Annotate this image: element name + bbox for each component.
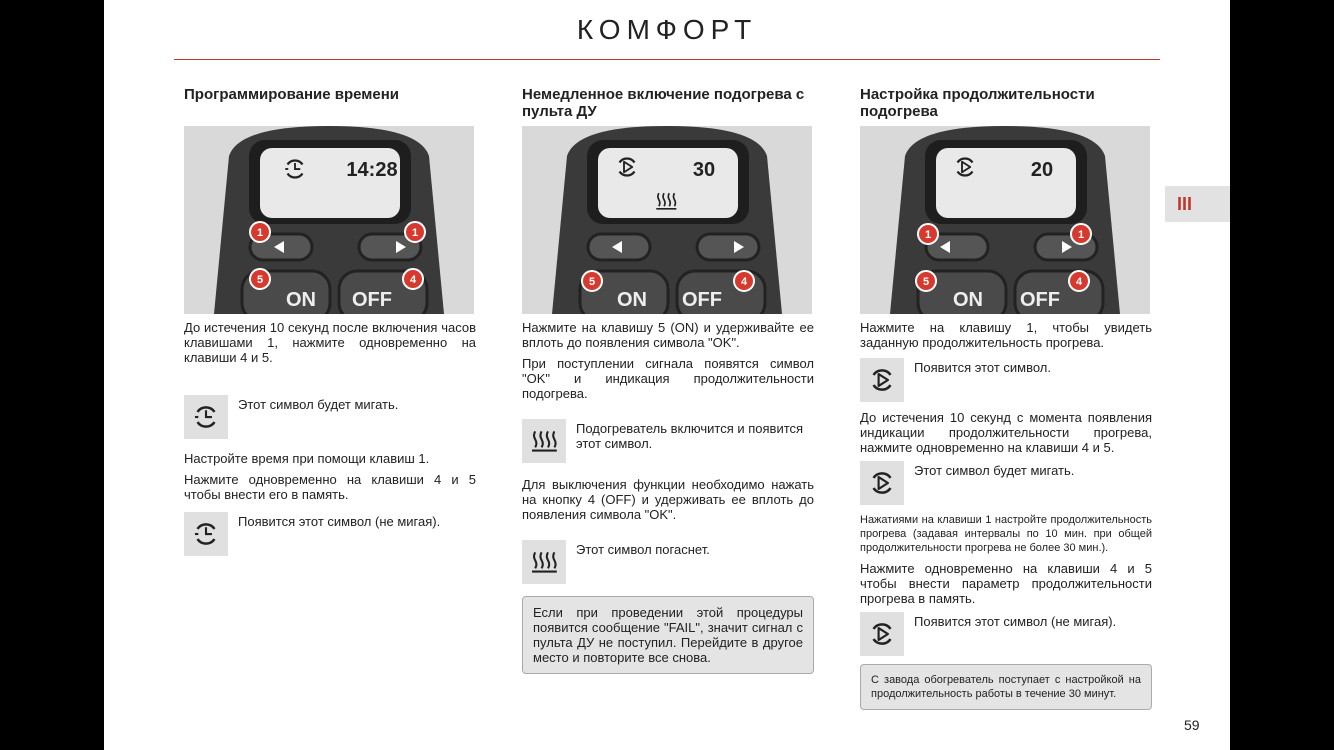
heater-icon	[522, 419, 566, 463]
timer-icon	[860, 612, 904, 656]
paragraph: До истечения 10 секунд с момента появления индикации продолжительности прогрева, нажмите одновременно на клавиши 4 и 5.	[860, 410, 1152, 455]
clock-icon	[184, 395, 228, 439]
section-heading: Программирование времени	[184, 86, 400, 103]
warning-note: Если при проведении этой процедуры появится сообщение "FAIL", значит сигнал с пульта ДУ не поступил. Перейдите в другое место и повторите все снова.	[522, 596, 814, 674]
symbol-caption: Этот символ погаснет.	[576, 542, 710, 557]
off-label: OFF	[1020, 289, 1060, 311]
badge-on-label: 5	[922, 276, 930, 288]
column-duration-setting	[860, 86, 1152, 710]
badge-off-label: 4	[740, 276, 748, 288]
badge-off-label: 4	[409, 274, 417, 286]
badge-left-label: 1	[924, 229, 932, 241]
badge-off-label: 4	[1075, 276, 1083, 288]
remote-illustration	[522, 126, 812, 314]
symbol-caption: Этот символ будет мигать.	[238, 397, 399, 412]
lcd-screen	[598, 148, 738, 218]
on-label: ON	[617, 289, 647, 311]
clock-icon	[184, 512, 228, 556]
timer-icon	[860, 358, 904, 402]
column-instant-heating	[522, 86, 814, 674]
badge-right-label: 1	[1077, 229, 1085, 241]
column-time-programming	[184, 86, 476, 568]
heater-icon	[522, 540, 566, 584]
paragraph: При поступлении сигнала появятся символ "OK" и индикация продолжительности подогрева.	[522, 356, 814, 401]
factory-note: С завода обогреватель поступает с настройкой на продолжительность работы в течение 30 минут.	[860, 664, 1152, 710]
badge-left-label: 1	[256, 227, 264, 239]
paragraph: Настройте время при помощи клавиш 1.	[184, 451, 430, 466]
lcd-value: 14:28	[346, 159, 398, 181]
section-heading: Немедленное включение подогрева с пульта ДУ	[522, 86, 805, 120]
badge-right-label: 1	[411, 227, 419, 239]
paragraph: Нажмите одновременно на клавиши 4 и 5 чтобы внести его в память.	[184, 472, 476, 502]
symbol-row	[184, 512, 476, 556]
on-label: ON	[953, 289, 983, 311]
section-heading: Настройка продолжительности подогрева	[860, 86, 1095, 120]
paragraph: Нажмите на клавишу 5 (ON) и удерживайте ее вплоть до появления символа "OK".	[522, 320, 814, 350]
manual-page	[104, 0, 1230, 750]
symbol-caption: Появится этот символ.	[914, 360, 1052, 375]
remote-illustration	[860, 126, 1150, 314]
symbol-caption: Появится этот символ (не мигая).	[238, 514, 441, 529]
symbol-row	[860, 461, 1152, 505]
paragraph: Нажмите одновременно на клавиши 4 и 5 чтобы внести параметр продолжительности прогрева в память.	[860, 561, 1152, 606]
symbol-caption: Подогреватель включится и появится этот символ.	[576, 421, 804, 451]
paragraph: До истечения 10 секунд после включения часов клавишами 1, нажмите одновременно на клавиши 4 и 5.	[184, 320, 476, 365]
title-rule	[174, 59, 1160, 60]
on-label: ON	[286, 289, 316, 311]
badge-on-label: 5	[256, 274, 264, 286]
symbol-row	[860, 612, 1152, 656]
paragraph: Нажатиями на клавиши 1 настройте продолжительность прогрева (задавая интервалы по 10 мин. при общей продолжительности прогрева не более 30 мин.).	[860, 514, 1152, 554]
symbol-caption: Появится этот символ (не мигая).	[914, 614, 1117, 629]
right-arrow-button	[697, 234, 759, 260]
lcd-value: 20	[1030, 159, 1054, 181]
paragraph: Для выключения функции необходимо нажать на кнопку 4 (OFF) и удерживать ее вплоть до появления символа "OK".	[522, 477, 814, 522]
page-number: 59	[1184, 717, 1200, 733]
paragraph: Нажмите на клавишу 1, чтобы увидеть заданную продолжительность прогрева.	[860, 320, 1152, 350]
off-label: OFF	[352, 289, 392, 311]
badge-on-label: 5	[588, 276, 596, 288]
lcd-value: 30	[692, 159, 716, 181]
symbol-row	[860, 358, 1152, 402]
symbol-caption: Этот символ будет мигать.	[914, 463, 1075, 478]
symbol-row	[184, 395, 476, 439]
page-title: КОМФОРТ	[576, 14, 758, 45]
symbol-row	[522, 540, 814, 584]
lcd-screen	[936, 148, 1076, 218]
remote-illustration	[184, 126, 474, 314]
symbol-row	[522, 419, 814, 463]
timer-icon	[860, 461, 904, 505]
off-label: OFF	[682, 289, 722, 311]
section-tab: III	[1165, 186, 1230, 222]
